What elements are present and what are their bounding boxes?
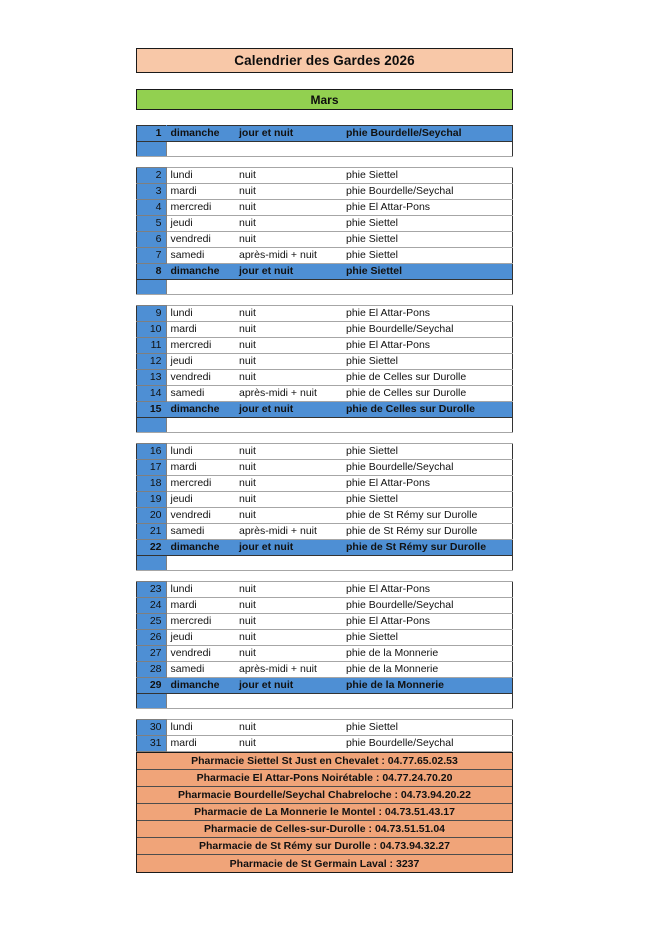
day-number: 6 [136, 232, 166, 248]
pharmacy-on-duty: phie de Celles sur Durolle [341, 370, 513, 386]
day-number: 20 [136, 508, 166, 524]
month-label: Mars [310, 92, 339, 107]
duty-period: jour et nuit [234, 126, 341, 142]
day-name: mercredi [166, 614, 234, 630]
day-name: mercredi [166, 476, 234, 492]
day-number: 3 [136, 184, 166, 200]
calendar-day-row[interactable] [136, 614, 513, 630]
duty-period: nuit [234, 232, 341, 248]
pharmacy-on-duty: phie Bourdelle/Seychal [341, 460, 513, 476]
day-number: 9 [136, 306, 166, 322]
duty-period: nuit [234, 354, 341, 370]
duty-period: après-midi + nuit [234, 386, 341, 402]
pharmacy-on-duty: phie Siettel [341, 492, 513, 508]
duty-period: nuit [234, 216, 341, 232]
calendar-day-row[interactable] [136, 184, 513, 200]
calendar-day-row[interactable] [136, 508, 513, 524]
pharmacy-on-duty: phie Siettel [341, 444, 513, 460]
duty-period: jour et nuit [234, 402, 341, 418]
gap-cell [136, 709, 513, 720]
day-number: 17 [136, 460, 166, 476]
pharmacy-on-duty: phie de la Monnerie [341, 662, 513, 678]
spacer-number-cell [136, 142, 166, 157]
pharmacy-on-duty: phie El Attar-Pons [341, 200, 513, 216]
calendar-day-row[interactable] [136, 598, 513, 614]
spacer-blank-cell [166, 142, 513, 157]
day-name: lundi [166, 444, 234, 460]
pharmacy-on-duty: phie Bourdelle/Seychal [341, 126, 513, 142]
day-name: lundi [166, 306, 234, 322]
pharmacy-on-duty: phie de la Monnerie [341, 646, 513, 662]
duty-period: nuit [234, 168, 341, 184]
day-number: 29 [136, 678, 166, 694]
gap-cell [136, 295, 513, 306]
spacer-number-cell [136, 694, 166, 709]
day-name: jeudi [166, 216, 234, 232]
calendar-day-row[interactable] [136, 678, 513, 694]
duty-period: jour et nuit [234, 540, 341, 556]
day-number: 13 [136, 370, 166, 386]
calendar-day-row[interactable] [136, 126, 513, 142]
calendar-gap-row [136, 433, 513, 444]
pharmacy-on-duty: phie Bourdelle/Seychal [341, 184, 513, 200]
pharmacy-on-duty: phie Siettel [341, 216, 513, 232]
duty-period: nuit [234, 646, 341, 662]
pharmacy-on-duty: phie Bourdelle/Seychal [341, 322, 513, 338]
day-number: 28 [136, 662, 166, 678]
calendar-day-row[interactable] [136, 630, 513, 646]
day-number: 4 [136, 200, 166, 216]
duty-period: après-midi + nuit [234, 524, 341, 540]
duty-period: nuit [234, 736, 341, 752]
calendar-day-row[interactable] [136, 720, 513, 736]
pharmacy-legend [136, 752, 513, 873]
day-name: dimanche [166, 402, 234, 418]
duty-period: nuit [234, 184, 341, 200]
calendar-day-row[interactable] [136, 200, 513, 216]
day-number: 24 [136, 598, 166, 614]
calendar-day-row[interactable] [136, 232, 513, 248]
pharmacy-on-duty: phie de Celles sur Durolle [341, 402, 513, 418]
pharmacy-on-duty: phie El Attar-Pons [341, 614, 513, 630]
spacer-blank-cell [166, 418, 513, 433]
day-number: 11 [136, 338, 166, 354]
pharmacy-contact: Pharmacie de Celles-sur-Durolle : 04.73.51.51.04 [203, 823, 446, 835]
day-name: mercredi [166, 338, 234, 354]
legend-row [137, 855, 512, 872]
calendar-gap-row [136, 571, 513, 582]
calendar-day-row[interactable] [136, 540, 513, 556]
day-number: 2 [136, 168, 166, 184]
day-name: lundi [166, 168, 234, 184]
calendar-spacer-row [136, 694, 513, 709]
day-name: vendredi [166, 232, 234, 248]
calendar-gap-row [136, 709, 513, 720]
pharmacy-contact: Pharmacie de La Monnerie le Montel : 04.73.51.43.17 [194, 806, 455, 818]
calendar-day-row[interactable] [136, 322, 513, 338]
pharmacy-on-duty: phie El Attar-Pons [341, 476, 513, 492]
gap-cell [136, 571, 513, 582]
day-name: samedi [166, 248, 234, 264]
calendar-day-row[interactable] [136, 354, 513, 370]
pharmacy-contact: Pharmacie de St Germain Laval : 3237 [229, 857, 420, 870]
day-name: lundi [166, 720, 234, 736]
duty-period: nuit [234, 460, 341, 476]
day-number: 19 [136, 492, 166, 508]
calendar-spacer-row [136, 280, 513, 295]
duty-period: nuit [234, 200, 341, 216]
day-number: 22 [136, 540, 166, 556]
spacer-number-cell [136, 280, 166, 295]
pharmacy-on-duty: phie El Attar-Pons [341, 306, 513, 322]
calendar-table [136, 125, 513, 752]
calendar-container [136, 125, 513, 752]
day-number: 14 [136, 386, 166, 402]
day-name: samedi [166, 662, 234, 678]
duty-period: nuit [234, 492, 341, 508]
day-name: mercredi [166, 200, 234, 216]
day-name: jeudi [166, 630, 234, 646]
calendar-day-row[interactable] [136, 306, 513, 322]
day-name: vendredi [166, 508, 234, 524]
calendar-day-row[interactable] [136, 662, 513, 678]
day-number: 27 [136, 646, 166, 662]
pharmacy-on-duty: phie de Celles sur Durolle [341, 386, 513, 402]
pharmacy-contact: Pharmacie Siettel St Just en Chevalet : 04.77.65.02.53 [191, 755, 458, 767]
duty-period: après-midi + nuit [234, 248, 341, 264]
pharmacy-on-duty: phie Bourdelle/Seychal [341, 598, 513, 614]
spacer-blank-cell [166, 280, 513, 295]
pharmacy-on-duty: phie de St Rémy sur Durolle [341, 540, 513, 556]
calendar-day-row[interactable] [136, 264, 513, 280]
legend-row [137, 804, 512, 821]
day-number: 31 [136, 736, 166, 752]
gap-cell [136, 433, 513, 444]
page-title: Calendrier des Gardes 2026 [234, 53, 415, 68]
calendar-day-row[interactable] [136, 370, 513, 386]
day-name: dimanche [166, 264, 234, 280]
pharmacy-contact: Pharmacie Bourdelle/Seychal Chabreloche : 04.73.94.20.22 [178, 789, 471, 801]
day-name: vendredi [166, 646, 234, 662]
legend-row [137, 770, 512, 787]
calendar-body [136, 126, 513, 752]
calendar-day-row[interactable] [136, 402, 513, 418]
day-name: mardi [166, 736, 234, 752]
day-name: dimanche [166, 540, 234, 556]
duty-period: nuit [234, 720, 341, 736]
day-number: 21 [136, 524, 166, 540]
day-name: mardi [166, 184, 234, 200]
gap-cell [136, 157, 513, 168]
legend-row [137, 821, 512, 838]
pharmacy-on-duty: phie Siettel [341, 354, 513, 370]
day-number: 18 [136, 476, 166, 492]
day-name: jeudi [166, 354, 234, 370]
calendar-spacer-row [136, 556, 513, 571]
pharmacy-on-duty: phie El Attar-Pons [341, 582, 513, 598]
pharmacy-on-duty: phie Siettel [341, 720, 513, 736]
duty-period: après-midi + nuit [234, 662, 341, 678]
legend-row [137, 753, 512, 770]
calendar-day-row[interactable] [136, 460, 513, 476]
pharmacy-on-duty: phie Siettel [341, 232, 513, 248]
duty-period: nuit [234, 370, 341, 386]
pharmacy-on-duty: phie Siettel [341, 264, 513, 280]
pharmacy-on-duty: phie Siettel [341, 168, 513, 184]
day-name: samedi [166, 524, 234, 540]
calendar-day-row[interactable] [136, 582, 513, 598]
calendar-day-row[interactable] [136, 386, 513, 402]
pharmacy-on-duty: phie de St Rémy sur Durolle [341, 524, 513, 540]
day-name: mardi [166, 598, 234, 614]
calendar-day-row[interactable] [136, 524, 513, 540]
duty-period: nuit [234, 322, 341, 338]
legend-row [137, 787, 512, 804]
duty-period: nuit [234, 476, 341, 492]
day-number: 1 [136, 126, 166, 142]
day-number: 12 [136, 354, 166, 370]
duty-period: nuit [234, 582, 341, 598]
calendar-day-row[interactable] [136, 492, 513, 508]
calendar-day-row[interactable] [136, 476, 513, 492]
duty-period: nuit [234, 614, 341, 630]
duty-period: jour et nuit [234, 678, 341, 694]
calendar-gap-row [136, 295, 513, 306]
day-number: 16 [136, 444, 166, 460]
calendar-day-row[interactable] [136, 338, 513, 354]
duty-period: nuit [234, 338, 341, 354]
duty-period: nuit [234, 630, 341, 646]
page-title-bar [136, 48, 513, 73]
duty-period: nuit [234, 508, 341, 524]
duty-period: nuit [234, 306, 341, 322]
calendar-day-row[interactable] [136, 248, 513, 264]
spacer-number-cell [136, 556, 166, 571]
day-number: 7 [136, 248, 166, 264]
pharmacy-on-duty: phie Bourdelle/Seychal [341, 736, 513, 752]
duty-period: jour et nuit [234, 264, 341, 280]
pharmacy-on-duty: phie Siettel [341, 248, 513, 264]
pharmacy-contact: Pharmacie El Attar-Pons Noirétable : 04.77.24.70.20 [196, 772, 453, 784]
calendar-gap-row [136, 157, 513, 168]
spacer-blank-cell [166, 556, 513, 571]
duty-period: nuit [234, 598, 341, 614]
month-header-bar [136, 89, 513, 110]
pharmacy-contact: Pharmacie de St Rémy sur Durolle : 04.73.94.32.27 [199, 840, 450, 852]
day-name: mardi [166, 322, 234, 338]
day-number: 10 [136, 322, 166, 338]
duty-period: nuit [234, 444, 341, 460]
calendar-day-row[interactable] [136, 216, 513, 232]
legend-row [137, 838, 512, 855]
day-number: 8 [136, 264, 166, 280]
spacer-number-cell [136, 418, 166, 433]
spacer-blank-cell [166, 694, 513, 709]
pharmacy-on-duty: phie de St Rémy sur Durolle [341, 508, 513, 524]
pharmacy-on-duty: phie El Attar-Pons [341, 338, 513, 354]
day-number: 23 [136, 582, 166, 598]
day-name: dimanche [166, 678, 234, 694]
day-number: 25 [136, 614, 166, 630]
day-number: 5 [136, 216, 166, 232]
pharmacy-on-duty: phie de la Monnerie [341, 678, 513, 694]
pharmacy-on-duty: phie Siettel [341, 630, 513, 646]
day-number: 26 [136, 630, 166, 646]
day-name: mardi [166, 460, 234, 476]
calendar-day-row[interactable] [136, 168, 513, 184]
calendar-spacer-row [136, 142, 513, 157]
day-name: dimanche [166, 126, 234, 142]
day-name: samedi [166, 386, 234, 402]
day-name: jeudi [166, 492, 234, 508]
day-name: vendredi [166, 370, 234, 386]
day-number: 30 [136, 720, 166, 736]
calendar-day-row[interactable] [136, 646, 513, 662]
calendar-spacer-row [136, 418, 513, 433]
calendar-day-row[interactable] [136, 444, 513, 460]
calendar-day-row[interactable] [136, 736, 513, 752]
day-number: 15 [136, 402, 166, 418]
day-name: lundi [166, 582, 234, 598]
